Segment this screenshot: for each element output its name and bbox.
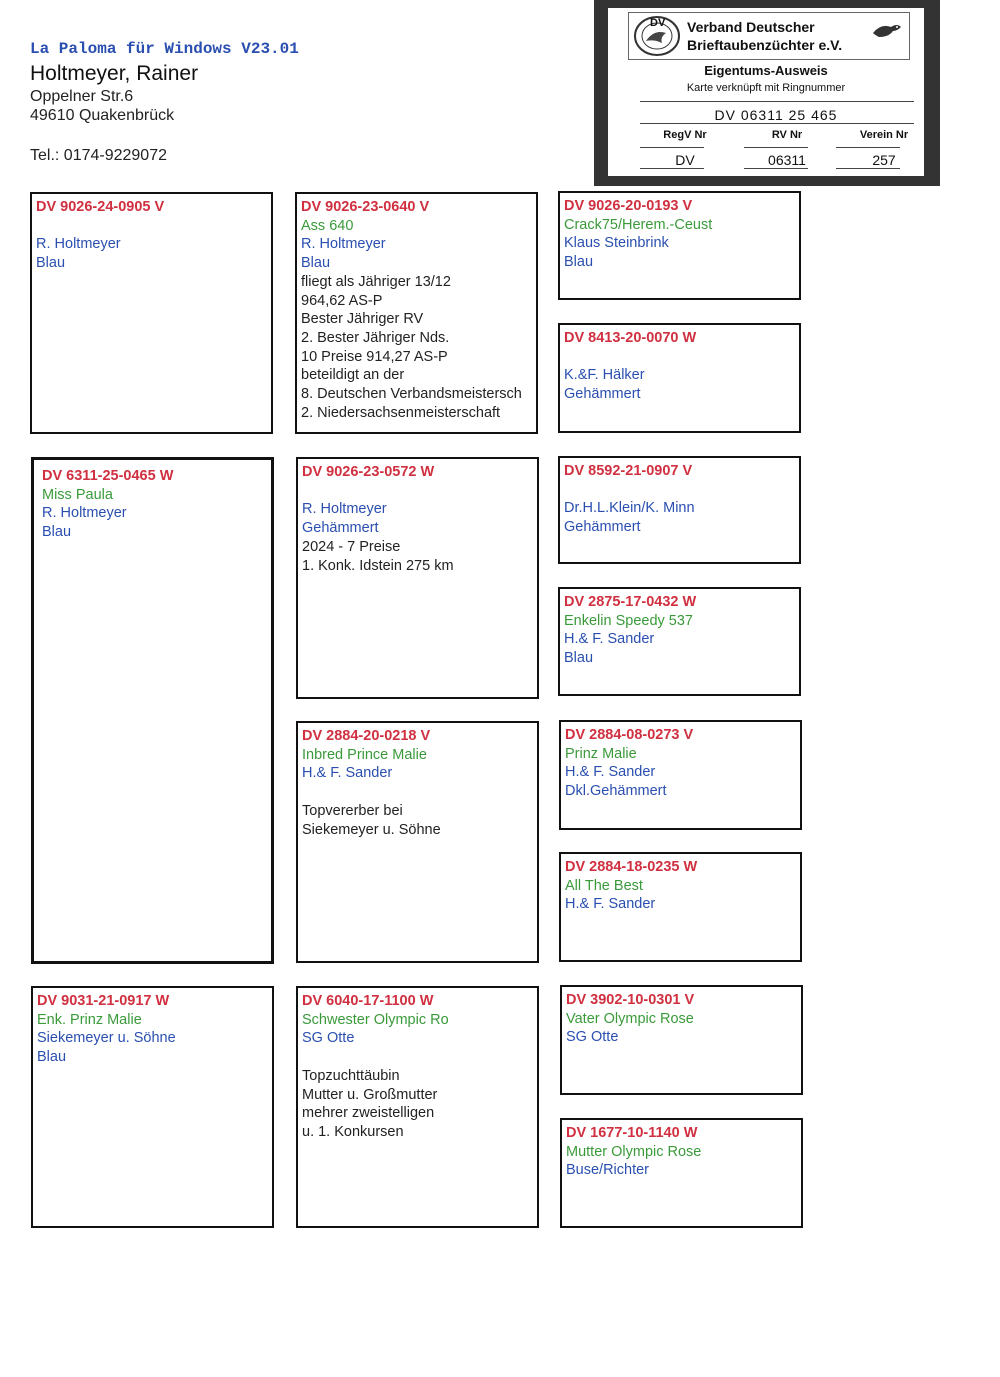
breeder: R. Holtmeyer bbox=[36, 236, 121, 253]
pedigree-card-schwester bbox=[296, 986, 539, 1228]
pigeon-icon bbox=[871, 19, 903, 41]
pigeon-name: Mutter Olympic Rose bbox=[566, 1143, 702, 1160]
ownership-card-inner bbox=[608, 8, 924, 176]
pedigree-card-inbred bbox=[296, 721, 539, 963]
note-line: Mutter u. Großmutter bbox=[302, 1086, 438, 1103]
breeder: K.&F. Hälker bbox=[564, 367, 645, 384]
pigeon-color: Blau bbox=[564, 650, 594, 667]
divider bbox=[640, 168, 704, 169]
spacer bbox=[564, 348, 795, 367]
pigeon-name: Vater Olympic Rose bbox=[566, 1010, 694, 1027]
pigeon-color: Dkl.Gehämmert bbox=[565, 783, 667, 800]
ring-number: DV 9026-20-0193 V bbox=[564, 198, 693, 214]
breeder: H.& F. Sander bbox=[564, 631, 655, 648]
pigeon-color: Gehämmert bbox=[564, 386, 641, 403]
ring-number: DV 9026-23-0572 W bbox=[302, 464, 435, 480]
pigeon-color: Blau bbox=[301, 255, 331, 272]
card-title: Eigentums-Ausweis bbox=[704, 63, 828, 78]
spacer bbox=[302, 1048, 533, 1067]
spacer bbox=[564, 481, 795, 500]
breeder: SG Otte bbox=[302, 1030, 355, 1047]
regv-header: RegV Nr bbox=[663, 129, 707, 141]
ring-number: DV 2884-20-0218 V bbox=[302, 728, 431, 744]
pigeon-name: Prinz Malie bbox=[565, 745, 637, 762]
divider bbox=[836, 147, 900, 148]
note-line: Topzuchttäubin bbox=[302, 1067, 400, 1084]
owner-city: 49610 Quakenbrück bbox=[30, 107, 175, 124]
card-subtitle: Karte verknüpft mit Ringnummer bbox=[686, 82, 846, 94]
pedigree-card-hen bbox=[31, 457, 274, 964]
pigeon-color: Blau bbox=[36, 255, 66, 272]
association-logo bbox=[632, 15, 682, 57]
association-name bbox=[687, 18, 842, 54]
rv-value: 06311 bbox=[768, 152, 806, 168]
verein-header: Verein Nr bbox=[859, 129, 909, 141]
ring-number: DV 6311-25-0465 W bbox=[42, 468, 174, 484]
breeder: H.& F. Sander bbox=[302, 765, 393, 782]
note-line: mehrer zweistelligen bbox=[302, 1105, 435, 1122]
pigeon-color: Blau bbox=[42, 524, 72, 541]
pigeon-name: Inbred Prince Malie bbox=[302, 746, 427, 763]
owner-name: Holtmeyer, Rainer bbox=[30, 62, 199, 85]
pedigree-card-dam-line bbox=[296, 457, 539, 699]
breeder: SG Otte bbox=[566, 1029, 619, 1046]
app-title: La Paloma für Windows V23.01 bbox=[30, 40, 299, 58]
association-line-1: Verband Deutscher bbox=[687, 19, 815, 35]
pigeon-color: Blau bbox=[37, 1049, 67, 1066]
note-line: u. 1. Konkursen bbox=[302, 1123, 404, 1140]
pigeon-name: Ass 640 bbox=[301, 217, 354, 234]
note-line: Bester Jähriger RV bbox=[301, 311, 424, 328]
pigeon-name: Schwester Olympic Ro bbox=[302, 1011, 449, 1028]
divider bbox=[640, 101, 914, 102]
ring-number: DV 2875-17-0432 W bbox=[564, 594, 697, 610]
ring-number: DV 2884-18-0235 W bbox=[565, 859, 698, 875]
pigeon-name: Miss Paula bbox=[42, 486, 113, 503]
breeder: H.& F. Sander bbox=[565, 896, 656, 913]
breeder: Siekemeyer u. Söhne bbox=[37, 1030, 176, 1047]
divider bbox=[744, 168, 808, 169]
pedigree-card-sire bbox=[295, 192, 538, 434]
spacer bbox=[302, 783, 533, 802]
note-line: Siekemeyer u. Söhne bbox=[302, 821, 441, 838]
note-line: 964,62 AS-P bbox=[301, 292, 383, 309]
pedigree-card-mutter bbox=[560, 1118, 803, 1228]
note-line: 1. Konk. Idstein 275 km bbox=[302, 557, 454, 574]
pedigree-card-prinz bbox=[559, 720, 802, 830]
ring-number: DV 9026-23-0640 V bbox=[301, 199, 430, 215]
pigeon-name: Enkelin Speedy 537 bbox=[564, 612, 693, 629]
divider bbox=[640, 147, 704, 148]
pigeon-color: Gehämmert bbox=[564, 519, 641, 536]
breeder: H.& F. Sander bbox=[565, 764, 656, 781]
verein-value: 257 bbox=[872, 152, 896, 168]
ring-number: DV 9031-21-0917 W bbox=[37, 993, 170, 1009]
spacer bbox=[302, 482, 533, 501]
owner-street: Oppelner Str.6 bbox=[30, 88, 134, 105]
breeder: R. Holtmeyer bbox=[42, 505, 127, 522]
pigeon-name: Enk. Prinz Malie bbox=[37, 1011, 142, 1028]
owner-phone: Tel.: 0174-9229072 bbox=[30, 147, 167, 164]
pedigree-card-dsd1 bbox=[558, 456, 801, 564]
breeder: Buse/Richter bbox=[566, 1162, 650, 1179]
divider bbox=[640, 123, 914, 124]
ring-number: DV 6040-17-1100 W bbox=[302, 993, 434, 1009]
ring-number: DV 8413-20-0070 W bbox=[564, 330, 697, 346]
breeder: R. Holtmeyer bbox=[301, 236, 386, 253]
regv-value: DV bbox=[675, 152, 695, 168]
note-line: 2. Bester Jähriger Nds. bbox=[301, 329, 450, 346]
pedigree-card-enk bbox=[31, 986, 274, 1228]
association-header bbox=[628, 12, 910, 60]
pigeon-color: Blau bbox=[564, 254, 594, 271]
pedigree-card-vater bbox=[560, 985, 803, 1095]
pedigree-card-sire-sire bbox=[558, 191, 801, 300]
pigeon-name: All The Best bbox=[565, 877, 643, 894]
association-line-2: Brieftaubenzüchter e.V. bbox=[687, 37, 843, 53]
breeder: Dr.H.L.Klein/K. Minn bbox=[564, 500, 695, 517]
note-line: 8. Deutschen Verbandsmeistersch bbox=[301, 386, 522, 403]
spacer bbox=[36, 217, 267, 236]
ring-number: DV 2884-08-0273 V bbox=[565, 727, 694, 743]
pigeon-name: Crack75/Herem.-Ceust bbox=[564, 216, 713, 233]
breeder: Klaus Steinbrink bbox=[564, 235, 669, 252]
rv-header: RV Nr bbox=[771, 129, 803, 141]
pedigree-card-cock bbox=[30, 192, 273, 434]
note-line: 10 Preise 914,27 AS-P bbox=[301, 348, 448, 365]
ring-number: DV 9026-24-0905 V bbox=[36, 199, 165, 215]
logo-letters: DV bbox=[650, 17, 666, 29]
note-line: Topvererber bei bbox=[302, 802, 403, 819]
ownership-card bbox=[594, 0, 940, 186]
breeder: R. Holtmeyer bbox=[302, 501, 387, 518]
divider bbox=[836, 168, 900, 169]
ring-number: DV 3902-10-0301 V bbox=[566, 992, 695, 1008]
pedigree-card-allbest bbox=[559, 852, 802, 962]
divider bbox=[744, 147, 808, 148]
card-ring-number: DV 06311 25 465 bbox=[714, 107, 838, 123]
ring-number: DV 8592-21-0907 V bbox=[564, 463, 693, 479]
note-line: 2024 - 7 Preise bbox=[302, 538, 401, 555]
pedigree-card-sire-dam bbox=[558, 323, 801, 433]
pedigree-card-dsd2 bbox=[558, 587, 801, 696]
note-line: beteildigt an der bbox=[301, 367, 405, 384]
ring-number: DV 1677-10-1140 W bbox=[566, 1125, 698, 1141]
pigeon-color: Gehämmert bbox=[302, 520, 379, 537]
note-line: fliegt als Jähriger 13/12 bbox=[301, 273, 451, 290]
note-line: 2. Niedersachsenmeisterschaft bbox=[301, 404, 501, 421]
